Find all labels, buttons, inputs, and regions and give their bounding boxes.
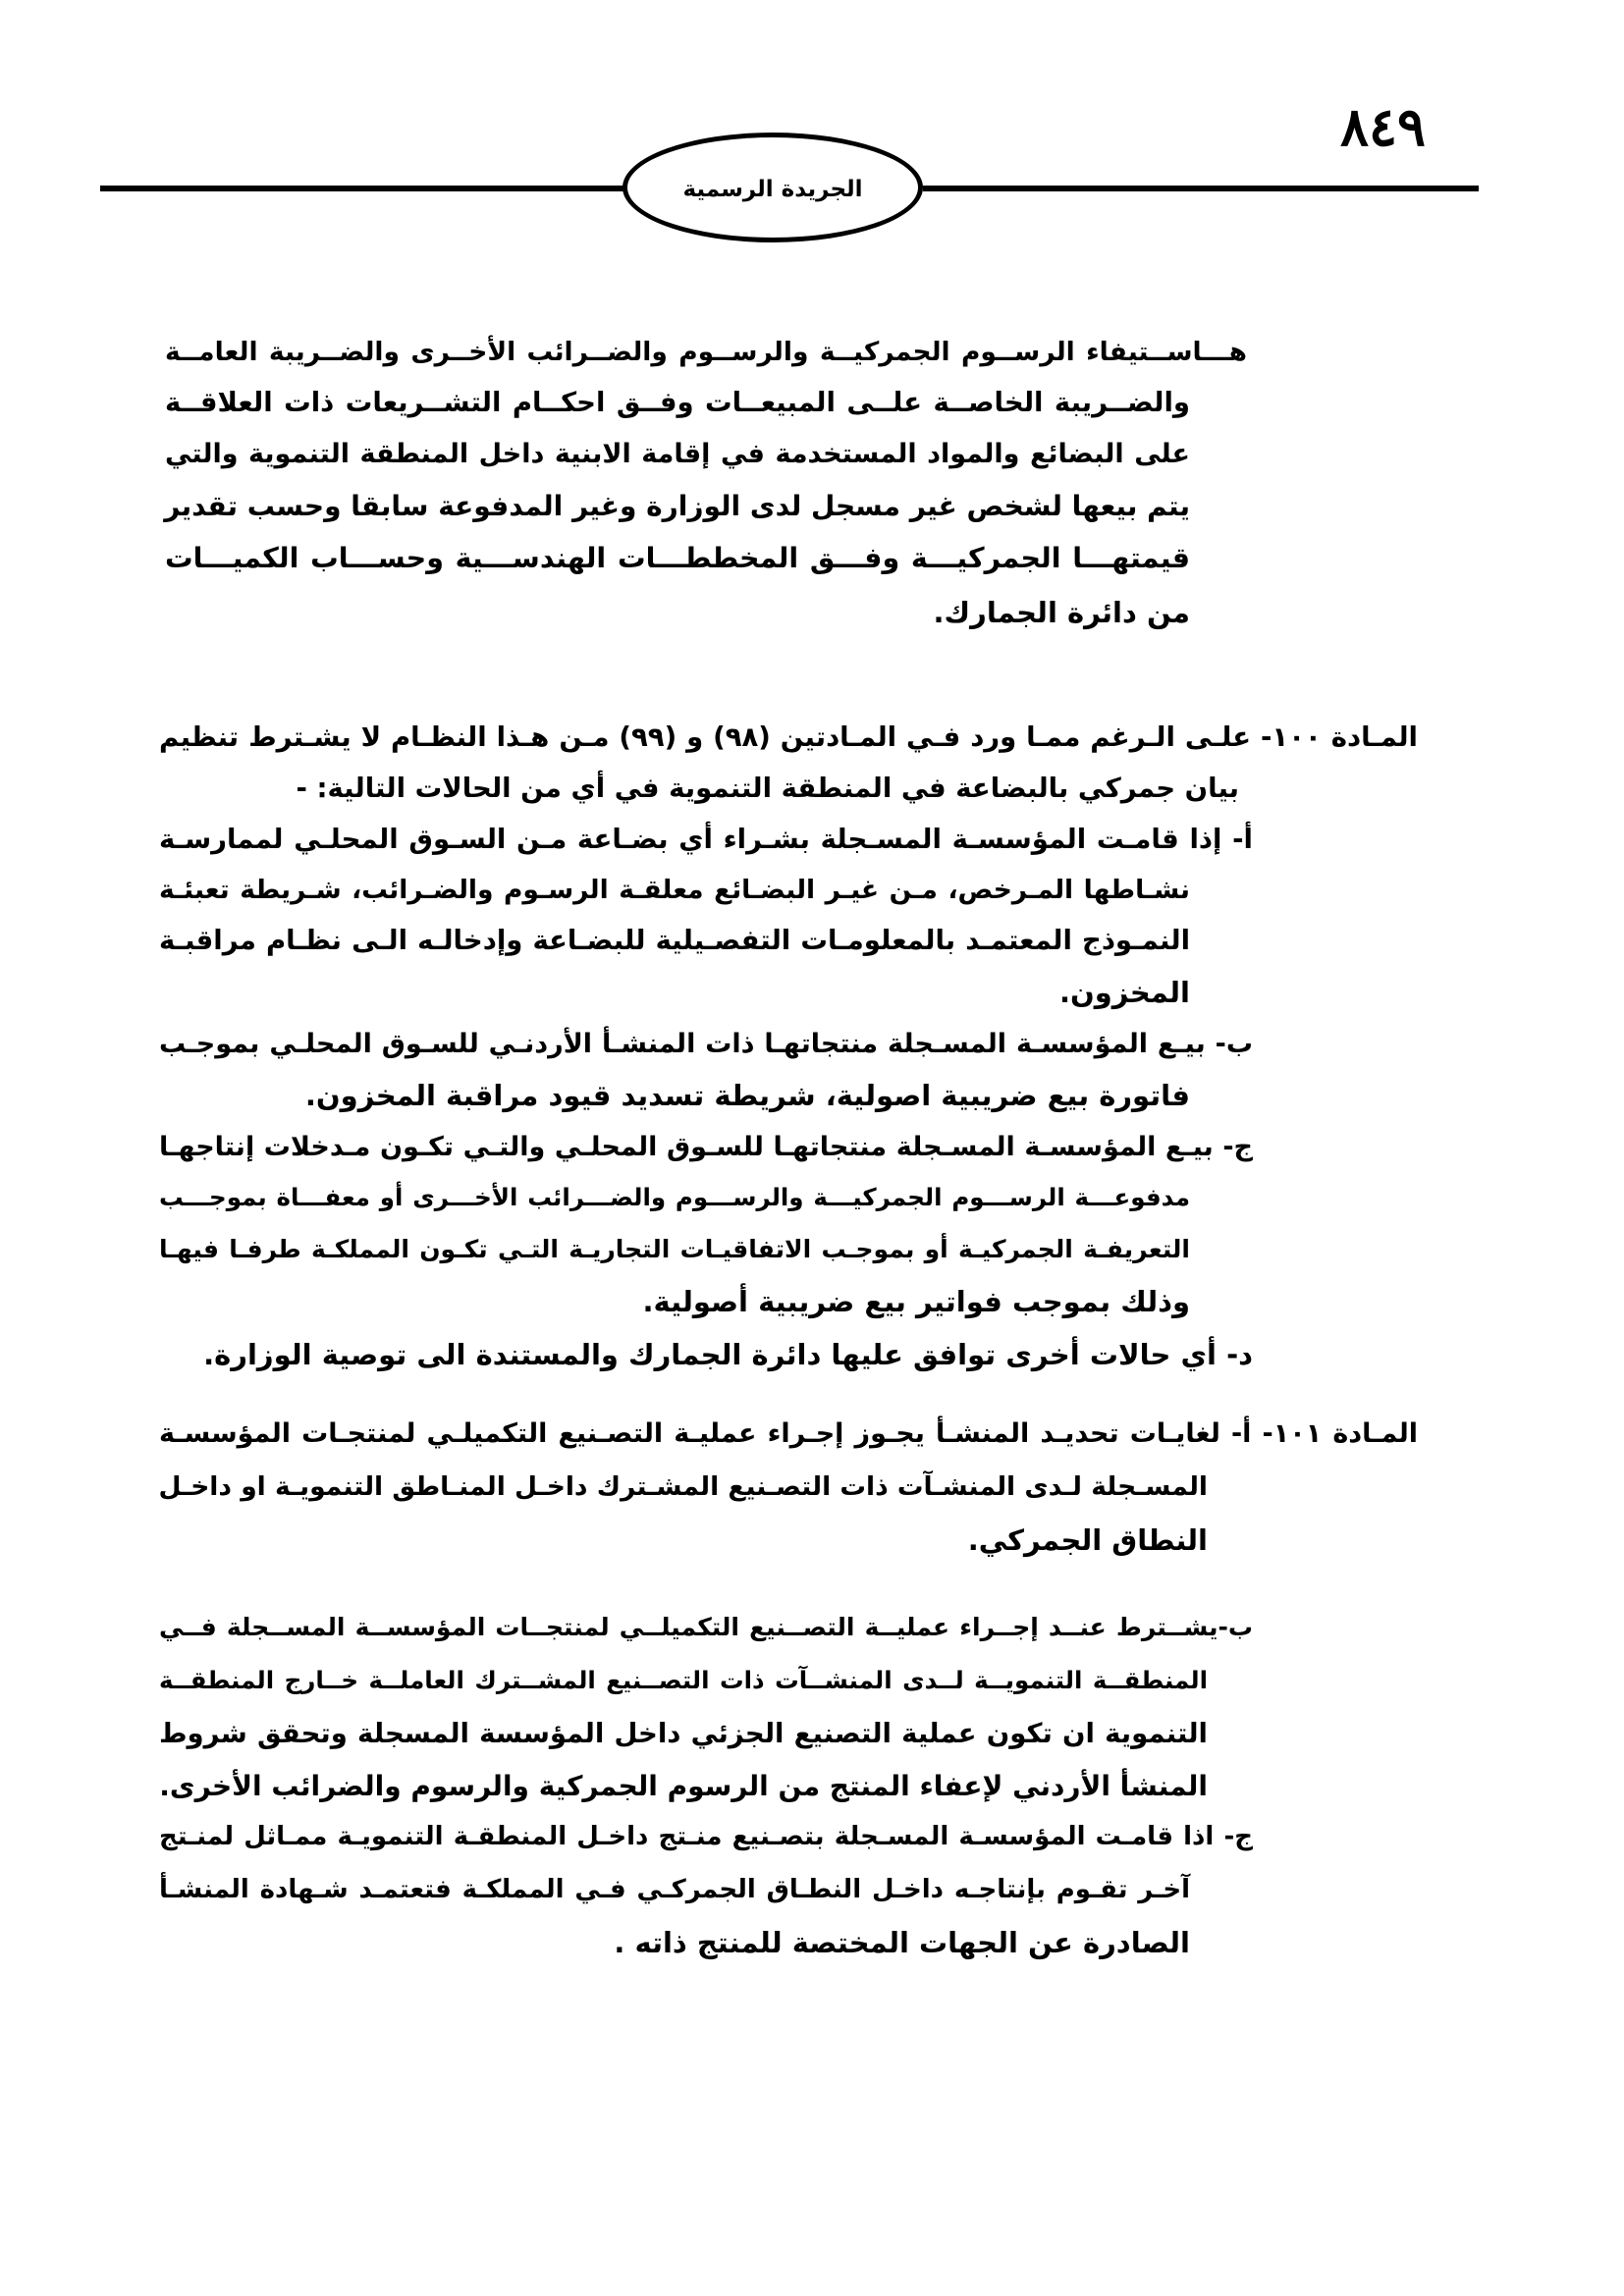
text-line: الصادرة عن الجهات المختصة للمنتج ذاته . — [614, 1926, 1190, 1959]
text-line: بيان جمركي بالبضاعة في المنطقة التنموية في أي من الحالات التالية: - — [296, 773, 1239, 804]
text-line: وذلك بموجب فواتير بيع ضريبية أصولية. — [642, 1285, 1190, 1318]
text-line: ب-يشــترط عنــد إجــراء عمليــة التصــنيع التكميلــي لمنتجــات المؤسســة المســجلة فــي — [159, 1613, 1253, 1641]
text-line: هـــاســتيفاء الرســوم الجمركيــة والرســوم والضــرائب الأخــرى والضــريبة العامــة — [165, 337, 1247, 367]
text-line: المسـجلة لـدى المنشـآت ذات التصـنيع المشـترك داخـل المنـاطق التنمويـة او داخـل — [158, 1471, 1208, 1502]
text-line: التنموية ان تكون عملية التصنيع الجزئي داخل المؤسسة المسجلة وتحقق شروط — [159, 1718, 1208, 1749]
text-line: ج- بيـع المؤسسـة المسـجلة منتجاتهـا للسـوق المحلـي والتـي تكـون مـدخلات إنتاجهـا — [159, 1132, 1253, 1162]
text-line: ج- اذا قامـت المؤسسـة المسـجلة بتصـنيع منـتج داخـل المنطقـة التنمويـة ممـاثل لمنـتج — [159, 1822, 1253, 1851]
text-line: المنطقــة التنمويــة لــدى المنشــآت ذات التصــنيع المشــترك العاملــة خــارج المنطقــة — [159, 1666, 1208, 1694]
article-100-heading: المـادة ١٠٠- علـى الـرغم ممـا ورد فـي المـادتين (٩٨) و (٩٩) مـن هـذا النظـام لا يشـترط تنظيم — [159, 721, 1418, 753]
text-line: فاتورة بيع ضريبية اصولية، شريطة تسديد قيود مراقبة المخزون. — [304, 1079, 1190, 1112]
header-oval — [623, 133, 923, 242]
header-title: الجريدة الرسمية — [682, 177, 863, 202]
header-rule-left — [100, 186, 634, 191]
text-line: آخـر تقـوم بإنتاجـه داخـل النطـاق الجمركـي فـي المملكـة فتعتمـد شـهادة المنشـأ — [159, 1875, 1190, 1904]
text-line: النمـوذج المعتمـد بالمعلومـات التفصـيلية للبضـاعة وإدخالـه الـى نظـام مراقبـة — [159, 925, 1190, 956]
text-line: نشـاطها المـرخص، مـن غيـر البضـائع معلقـة الرسـوم والضـرائب، شـريطة تعبئـة — [159, 875, 1190, 905]
text-line: والضــريبة الخاصــة علــى المبيعــات وفــق احكــام التشــريعات ذات العلاقــة — [165, 387, 1190, 418]
text-line: على البضائع والمواد المستخدمة في إقامة الابنية داخل المنطقة التنموية والتي — [165, 439, 1190, 469]
text-line: قيمتهـــا الجمركيـــة وفـــق المخططـــات الهندســـية وحســـاب الكميـــات — [165, 542, 1190, 574]
text-line: د- أي حالات أخرى توافق عليها دائرة الجمارك والمستندة الى توصية الوزارة. — [203, 1338, 1253, 1371]
text-line: التعريفـة الجمركيـة أو بموجـب الاتفاقيـات التجاريـة التـي تكـون المملكـة طرفـا فيهـا — [159, 1235, 1190, 1263]
text-line: ب- بيـع المؤسسـة المسـجلة منتجاتهـا ذات المنشـأ الأردنـي للسـوق المحلـي بموجـب — [159, 1029, 1253, 1059]
text-line: المخزون. — [1058, 976, 1190, 1009]
text-line: المنشأ الأردني لإعفاء المنتج من الرسوم الجمركية والرسوم والضرائب الأخرى. — [159, 1770, 1208, 1802]
page-number: ٨٤٩ — [1339, 95, 1426, 158]
text-line: يتم بيعها لشخص غير مسجل لدى الوزارة وغير المدفوعة سابقا وحسب تقدير — [164, 490, 1190, 522]
header-rule-right — [923, 186, 1479, 191]
text-line: مدفوعـــة الرســـوم الجمركيـــة والرســـوم والضـــرائب الأخـــرى أو معفـــاة بموجـــب — [159, 1183, 1190, 1211]
text-line: أ- إذا قامـت المؤسسـة المسـجلة بشـراء أي بضـاعة مـن السـوق المحلـي لممارسـة — [159, 824, 1253, 855]
text-line: من دائرة الجمارك. — [933, 596, 1190, 629]
article-101-heading: المـادة ١٠١- أ- لغايـات تحديـد المنشـأ يجـوز إجـراء عمليـة التصـنيع التكميلـي لمنتجـات المؤسسـة — [159, 1418, 1418, 1449]
text-line: النطاق الجمركي. — [967, 1523, 1208, 1557]
